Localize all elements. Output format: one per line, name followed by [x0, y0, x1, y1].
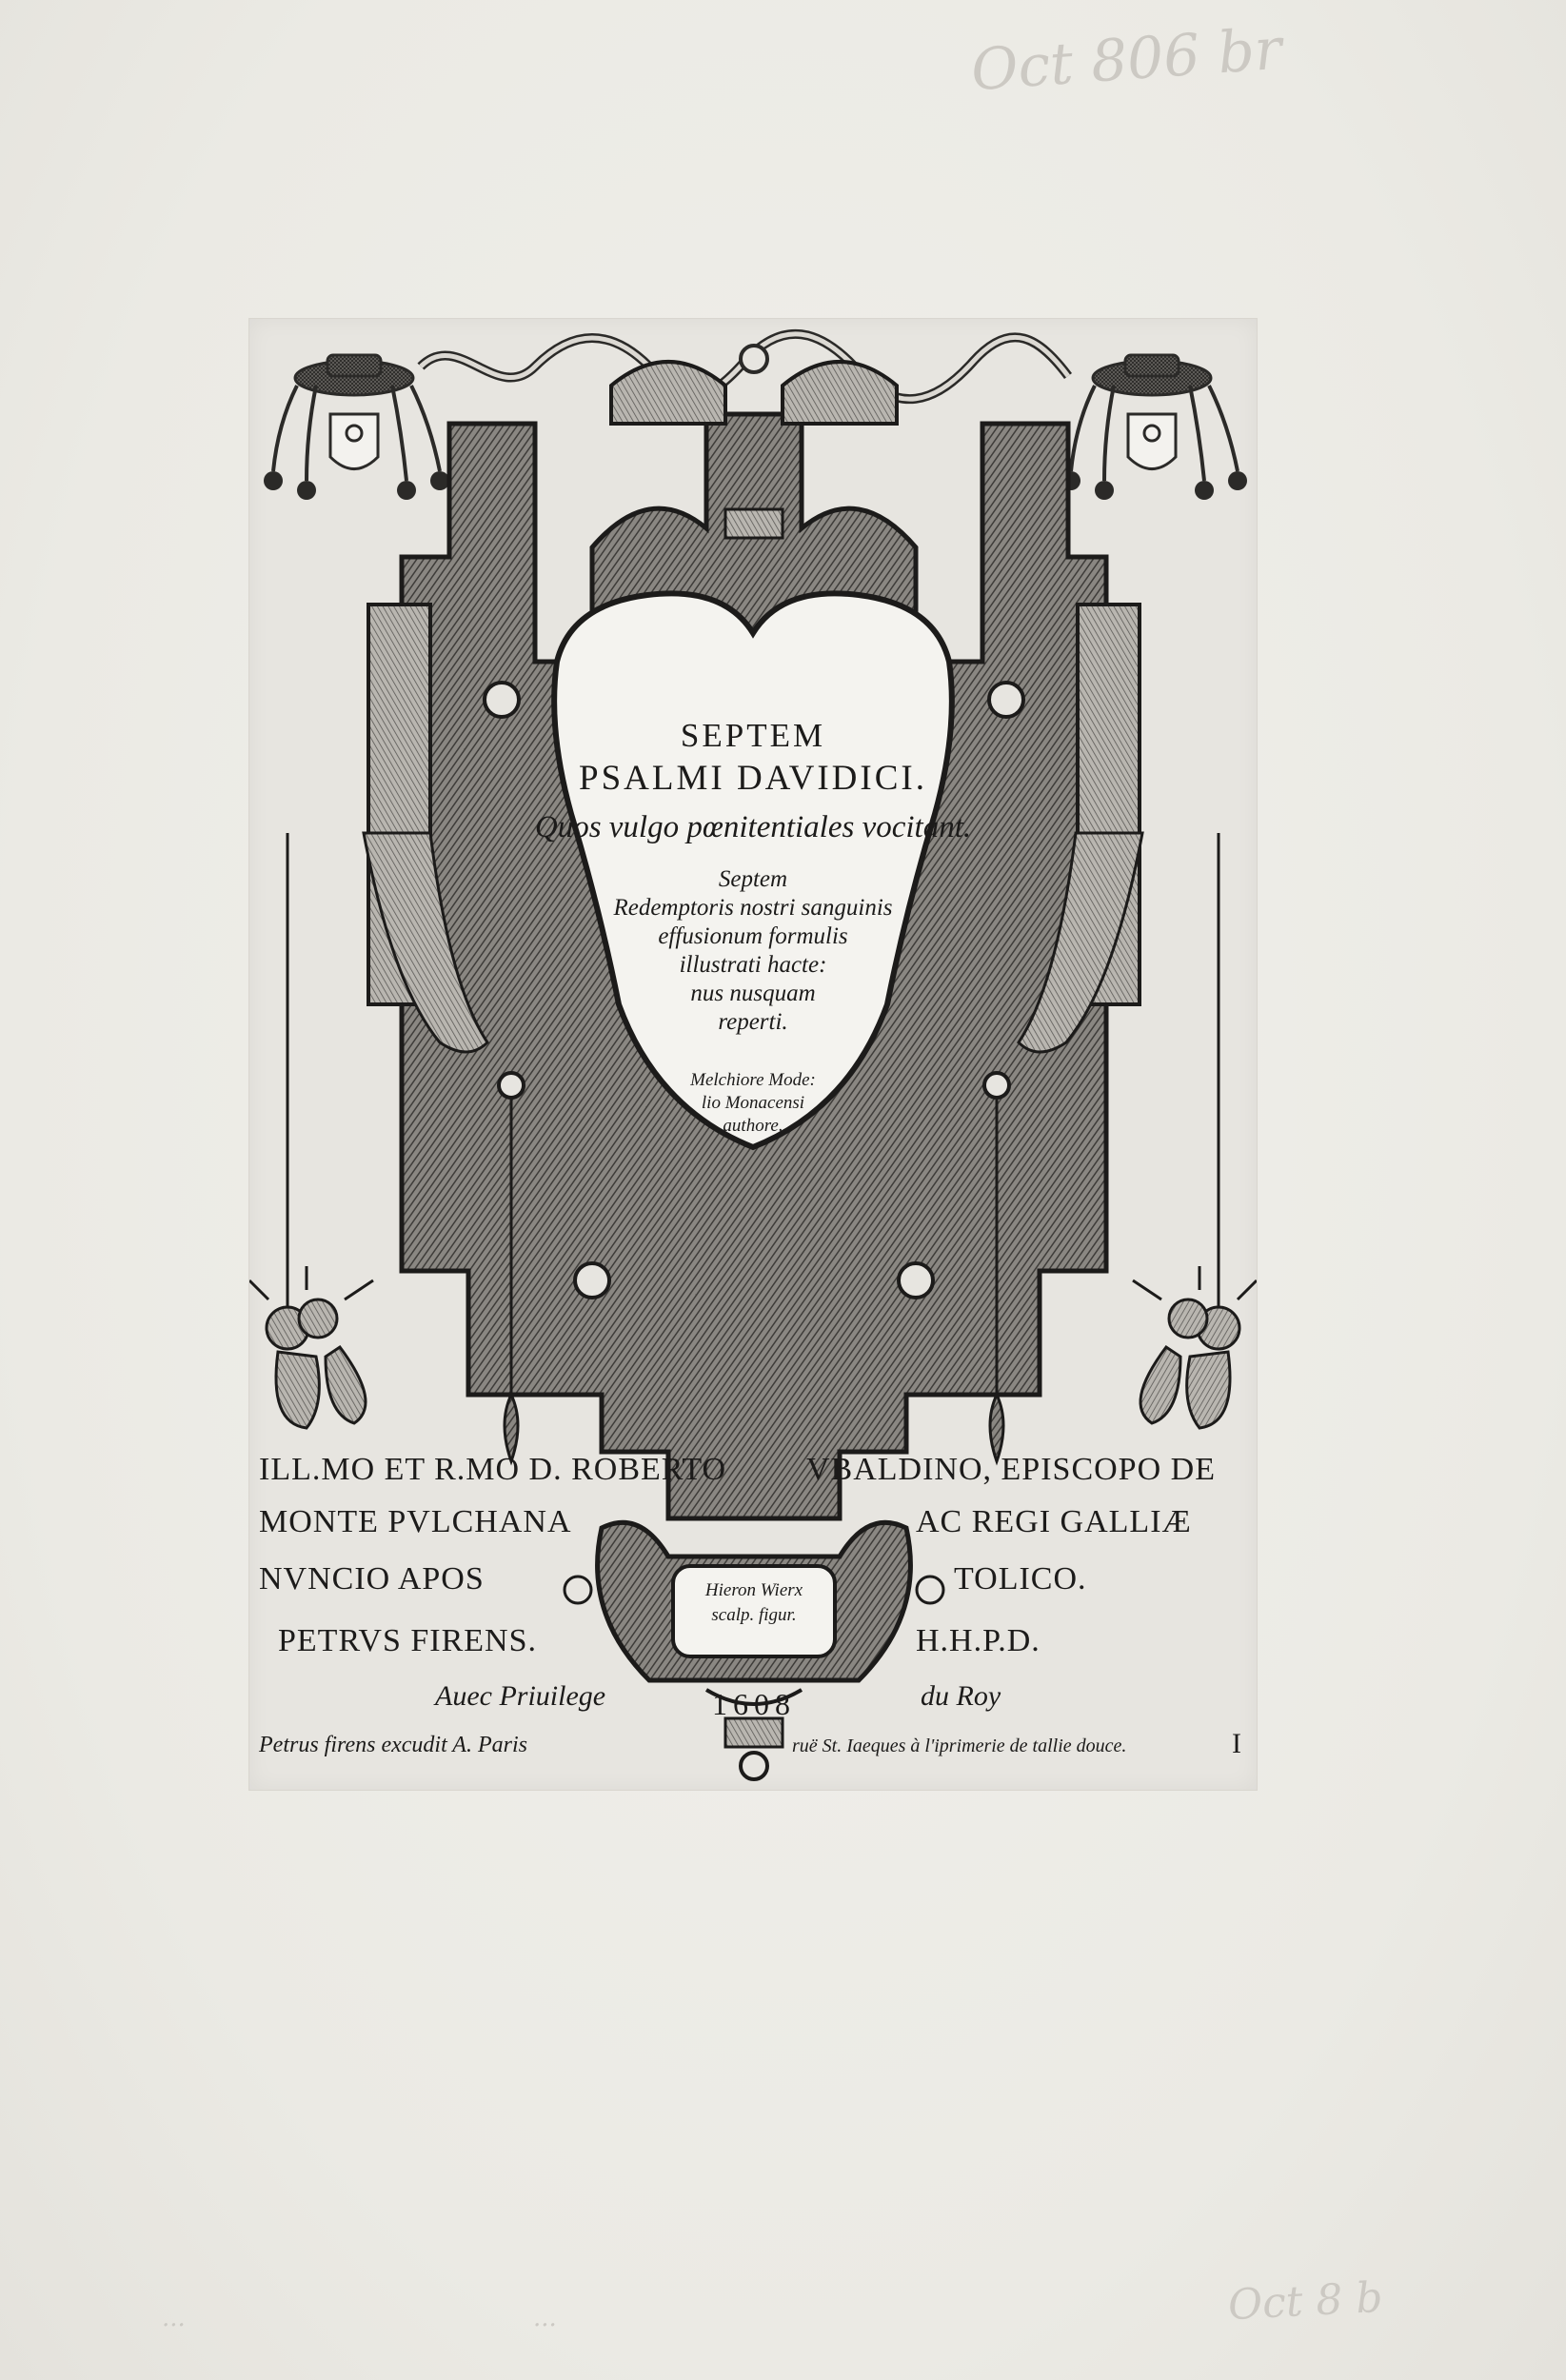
coat-of-arms-right-icon — [1061, 355, 1247, 500]
plate-number: I — [1232, 1728, 1241, 1759]
pencil-mark-bottom-2: ... — [533, 2304, 557, 2332]
fruit-bunch-right-icon — [1133, 1266, 1257, 1428]
engraver-line-1: Hieron Wierx — [704, 1580, 803, 1600]
imprint-right: ruë St. Iaeques à l'iprimerie de tallie douce. — [792, 1735, 1127, 1756]
subtitle: Quos vulgo pœnitentiales vocitant. — [534, 810, 972, 844]
ribbon-ring-icon — [741, 346, 767, 372]
pencil-mark-bottom-3: Oct 8 b — [1226, 2272, 1384, 2330]
author-line-2: lio Monacensi — [701, 1093, 805, 1113]
title-line-1: SEPTEM — [680, 717, 826, 754]
body-line-2: Redemptoris nostri sanguinis — [613, 895, 893, 921]
title-line-2: PSALMI DAVIDICI. — [579, 759, 927, 798]
dedication-line-2-right: AC REGI GALLIÆ — [916, 1504, 1192, 1539]
body-line-6: reperti. — [718, 1009, 788, 1035]
privilege-right: du Roy — [921, 1680, 1001, 1712]
fruit-bunch-left-icon — [249, 1266, 373, 1428]
imprint-left: Petrus firens excudit A. Paris — [259, 1733, 527, 1757]
dedication-line-4-right: H.H.P.D. — [916, 1623, 1041, 1658]
body-line-1: Septem — [718, 866, 788, 892]
dedication-line-3-left: NVNCIO APOS — [259, 1561, 485, 1597]
engraved-plate — [249, 319, 1257, 1790]
body-line-4: illustrati hacte: — [679, 952, 827, 978]
dedication-line-4-left: PETRVS FIRENS. — [278, 1623, 538, 1658]
dedication-line-2-left: MONTE PVLCHANA — [259, 1504, 572, 1539]
year: 1608 — [712, 1687, 796, 1721]
author-line-1: Melchiore Mode: — [690, 1070, 816, 1090]
pencil-mark-bottom-1: ... — [162, 2304, 186, 2332]
body-line-3: effusionum formulis — [658, 923, 848, 949]
coat-of-arms-left-icon — [264, 355, 449, 500]
privilege-left: Auec Priuilege — [435, 1680, 606, 1712]
engraver-line-2: scalp. figur. — [711, 1605, 797, 1625]
pencil-mark-top: Oct 806 br — [968, 15, 1284, 105]
body-line-5: nus nusquam — [690, 981, 816, 1006]
dedication-line-1-right: VBALDINO, EPISCOPO DE — [806, 1452, 1216, 1487]
dedication-line-1-left: ILL.MO ET R.MO D. ROBERTO — [259, 1452, 727, 1487]
dedication-line-3-right: TOLICO. — [954, 1561, 1087, 1597]
author-line-3: authore. — [723, 1116, 783, 1136]
